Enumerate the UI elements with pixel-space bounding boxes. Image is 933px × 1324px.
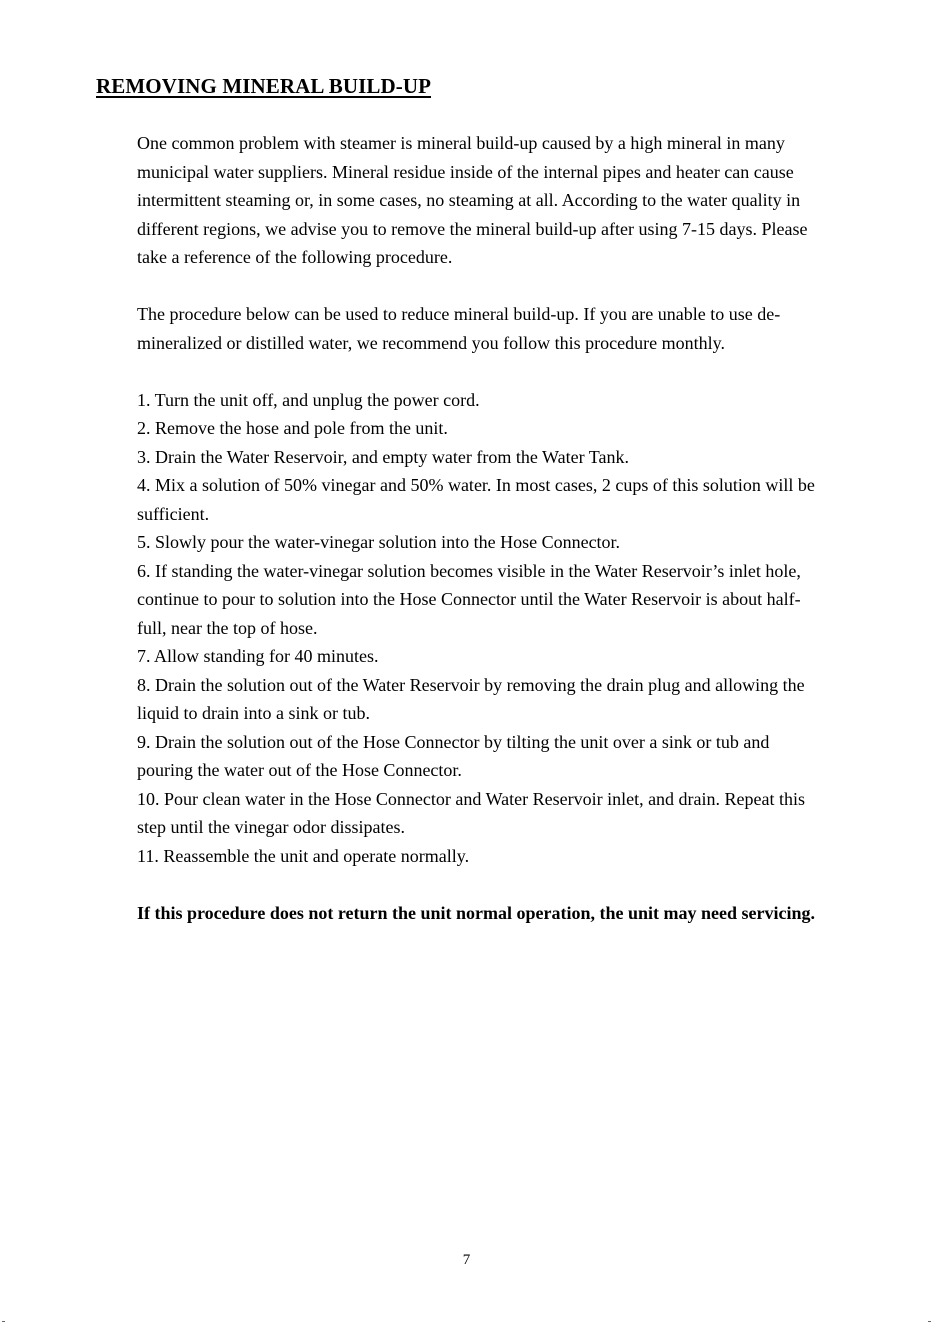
step-item: 9. Drain the solution out of the Hose Connector by tilting the unit over a sink or tub and pouring the water out of the Hose Connector.: [137, 731, 770, 780]
servicing-warning: If this procedure does not return the unit normal operation, the unit may need servicing.: [137, 902, 815, 923]
crop-mark-left: [2, 1321, 5, 1322]
step-item: 11. Reassemble the unit and operate normally.: [137, 845, 470, 866]
page-number: 7: [462, 1252, 471, 1268]
step-item: 3. Drain the Water Reservoir, and empty water from the Water Tank.: [137, 446, 629, 467]
document-body: [137, 129, 817, 927]
step-item: 6. If standing the water-vinegar solution becomes visible in the Water Reservoir’s inlet hole, continue to pour to solution into the Hose Connector until the Water Reservoir is about half-full, near the top of hose.: [137, 560, 801, 638]
procedure-steps: [137, 386, 817, 871]
step-item: 5. Slowly pour the water-vinegar solution into the Hose Connector.: [137, 532, 621, 552]
step-item: 8. Drain the solution out of the Water Reservoir by removing the drain plug and allowing the liquid to drain into a sink or tub.: [137, 674, 805, 723]
step-item: 4. Mix a solution of 50% vinegar and 50% water. In most cases, 2 cups of this solution will be sufficient.: [137, 475, 815, 524]
crop-mark-right: [928, 1321, 931, 1322]
intro-paragraph: One common problem with steamer is mineral build-up caused by a high mineral in many municipal water suppliers. Mineral residue inside of the internal pipes and heater can cause intermittent steaming or, in some cases, no steaming at all. According to the water quality in different regions, we advise you to remove the mineral build-up after using 7-15 days. Please take a reference of the following procedure.: [137, 133, 808, 267]
page-title: REMOVING MINERAL BUILD-UP: [96, 74, 432, 98]
step-item: 10. Pour clean water in the Hose Connector and Water Reservoir inlet, and drain. Repeat this step until the vinegar odor dissipates.: [137, 788, 806, 837]
procedure-paragraph: The procedure below can be used to reduce mineral build-up. If you are unable to use de-mineralized or distilled water, we recommend you follow this procedure monthly.: [137, 304, 781, 353]
step-item: 1. Turn the unit off, and unplug the power cord.: [137, 389, 480, 410]
step-item: 2. Remove the hose and pole from the unit.: [137, 418, 448, 438]
step-item: 7. Allow standing for 40 minutes.: [137, 646, 379, 666]
